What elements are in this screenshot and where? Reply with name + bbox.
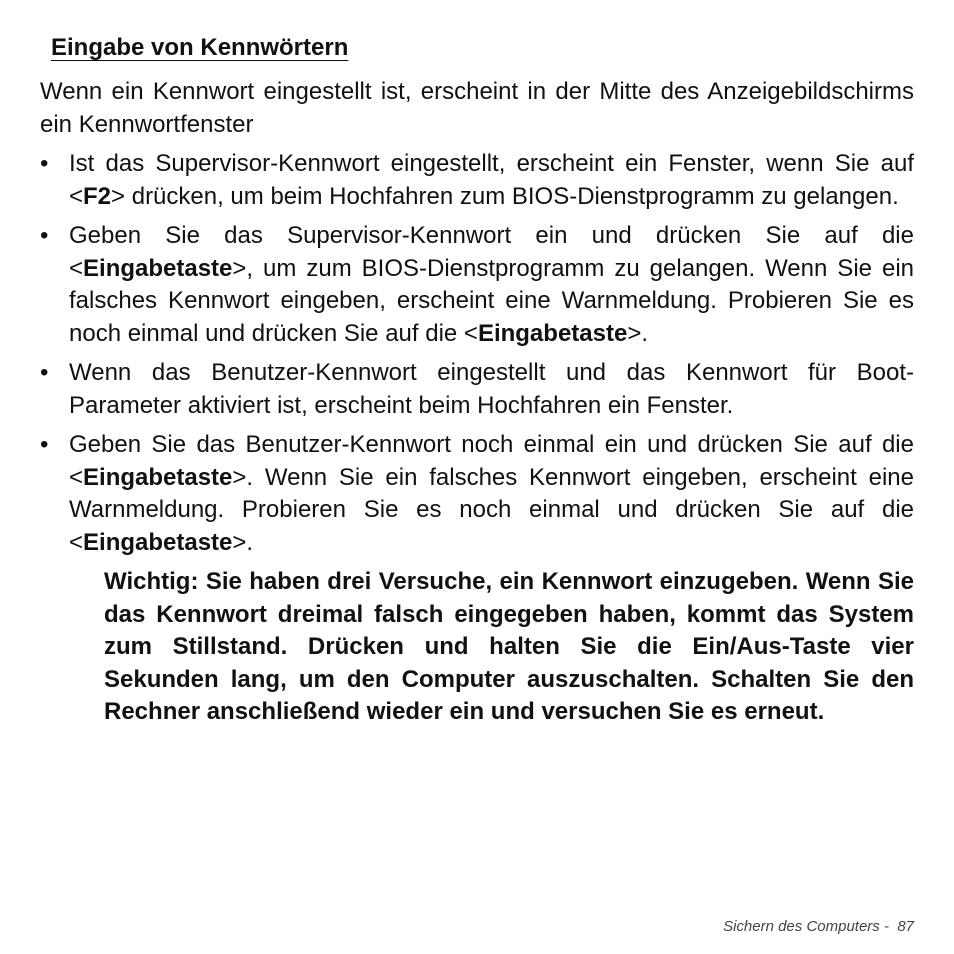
bullet-text-segment: >. <box>232 528 254 556</box>
bullet-text <box>69 359 914 419</box>
bullet-text-segment: >. <box>627 319 649 347</box>
intro-paragraph: Wenn ein Kennwort eingestellt ist, erscheint in der Mitte des Anzeigebildschirms ein Kennwortfenster <box>40 78 914 138</box>
bullet-icon: • <box>40 222 49 249</box>
bullet-icon: • <box>40 359 49 386</box>
bullet-text-segment: >, um zum BIOS-Dienstprogramm zu gelangen. Wenn Sie ein falsches Kennwort eingeben, erscheint eine Warnmeldung. Probieren Sie es noch einmal und drücken Sie auf die < <box>69 254 914 347</box>
bullet-text-segment: Ist das Supervisor-Kennwort eingestellt, erscheint ein Fenster, wenn Sie auf < <box>69 150 914 210</box>
list-item <box>40 220 914 350</box>
bullet-text <box>69 431 914 556</box>
page-footer <box>723 917 914 937</box>
section-heading: Eingabe von Kennwörtern <box>51 34 349 61</box>
bullet-text <box>69 222 914 347</box>
bullet-text-segment: > drücken, um beim Hochfahren zum BIOS-Dienstprogramm zu gelangen. <box>111 182 899 210</box>
important-note: Wichtig: Sie haben drei Versuche, ein Kennwort einzugeben. Wenn Sie das Kennwort dreimal falsch eingegeben haben, kommt das System zum Stillstand. Drücken und halten Sie die Ein/Aus-Taste vier Sekunden lang, um den Computer auszuschalten. Schalten Sie den Rechner anschließend wieder ein und versuchen Sie es erneut. <box>104 568 914 725</box>
key-name: Eingabetaste <box>477 319 628 347</box>
key-name: F2 <box>83 182 112 210</box>
list-item <box>40 148 914 213</box>
bullet-text-segment: Geben Sie das Benutzer-Kennwort noch einmal ein und drücken Sie auf die < <box>69 431 914 491</box>
page-number: 87 <box>897 918 914 935</box>
footer-section-title: Sichern des Computers - <box>723 918 889 935</box>
key-name: Eingabetaste <box>83 528 233 556</box>
key-name: Eingabetaste <box>83 254 233 282</box>
instruction-list <box>40 148 914 559</box>
key-name: Eingabetaste <box>83 463 233 491</box>
document-page <box>40 30 914 729</box>
bullet-icon: • <box>40 150 49 177</box>
bullet-icon: • <box>40 431 49 458</box>
list-item <box>40 429 914 559</box>
list-item <box>40 357 914 422</box>
bullet-text-segment: Geben Sie das Supervisor-Kennwort ein und drücken Sie auf die < <box>69 222 914 282</box>
bullet-text-segment: Wenn das Benutzer-Kennwort eingestellt und das Kennwort für Boot-Parameter aktiviert ist, erscheint beim Hochfahren ein Fenster. <box>69 359 914 419</box>
bullet-text <box>69 150 914 210</box>
bullet-text-segment: >. Wenn Sie ein falsches Kennwort eingeben, erscheint eine Warnmeldung. Probieren Sie es noch einmal und drücken Sie auf die < <box>69 463 914 556</box>
